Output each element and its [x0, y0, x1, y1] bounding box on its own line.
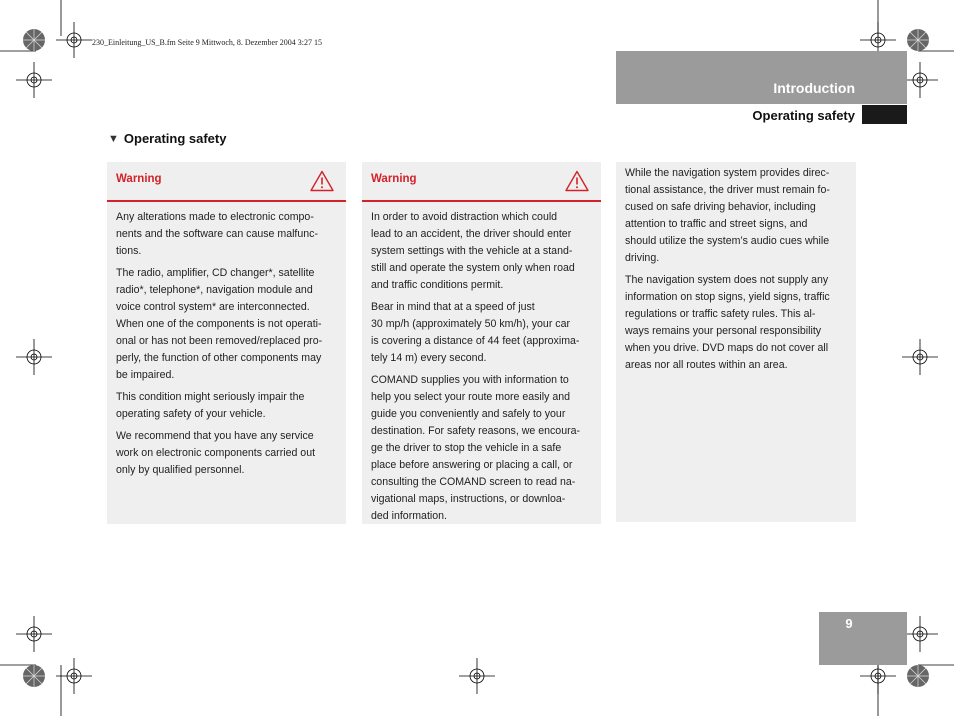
paragraph: In order to avoid distraction which could lead to an accident, the driver should enter system settings with the vehicle at a stand- still and operate the system only when road and traffic conditions permit. — [371, 211, 575, 291]
page-heading — [108, 131, 226, 146]
warning-body — [362, 202, 601, 525]
paragraph: This condition might seriously impair the operating safety of your vehicle. — [116, 391, 305, 420]
warning-label: Warning — [116, 173, 162, 185]
warning-header — [107, 162, 346, 202]
warning-triangle-icon — [310, 170, 334, 192]
page-heading-text: Operating safety — [123, 131, 227, 146]
paragraph: Bear in mind that at a speed of just 30 mp/h (approximately 50 km/h), your car is covering a distance of 44 feet (approxima- tely 14 m) every second. — [371, 301, 580, 364]
paragraph: While the navigation system provides direc- tional assistance, the driver must remain fo- cused on safe driving behavior, including attention to traffic and street signs, and should utilize the system’s audio cues while driving. — [625, 167, 830, 264]
paragraph: The radio, amplifier, CD changer*, satellite radio*, telephone*, navigation module and voice control system* are interconnected. When one of the components is not operati- onal or has not been removed/replaced pro- perly, the function of other components may be impaired. — [116, 267, 323, 381]
warning-header — [362, 162, 601, 202]
paragraph: The navigation system does not supply any information on stop signs, yield signs, traffic regulations or traffic safety rules. This al- ways remains your personal responsibility when you drive. DVD maps do not cover all areas nor all routes within an area. — [625, 274, 830, 371]
page-number: 9 — [845, 616, 853, 631]
triangle-down-icon: ▼ — [108, 132, 119, 145]
warning-triangle-icon — [565, 170, 589, 192]
paragraph: Any alterations made to electronic compo- nents and the software can cause malfunc- tions. — [116, 211, 318, 257]
warning-body — [107, 202, 346, 479]
file-header-line: 230_Einleitung_US_B.fm Seite 9 Mittwoch, 8. Dezember 2004 3:27 15 — [92, 38, 322, 47]
section-tab — [616, 51, 907, 104]
info-body — [616, 162, 856, 374]
subtitle-marker-bar — [862, 105, 907, 124]
warning-box-2 — [362, 162, 601, 524]
info-box — [616, 162, 856, 522]
warning-box-1 — [107, 162, 346, 524]
section-title: Introduction — [773, 80, 855, 96]
warning-label: Warning — [371, 173, 417, 185]
paragraph: COMAND supplies you with information to help you select your route more easily and guide you conveniently and safely to your destination. For safety reasons, we encoura- ge the driver to stop the vehicle in a safe place before answering or placing a call, or consulting the COMAND screen to read na- vigational maps, instructions, or downloa- ded information. — [371, 374, 581, 522]
paragraph: We recommend that you have any service work on electronic components carried out only by qualified personnel. — [116, 430, 316, 476]
section-subtitle: Operating safety — [752, 108, 855, 123]
